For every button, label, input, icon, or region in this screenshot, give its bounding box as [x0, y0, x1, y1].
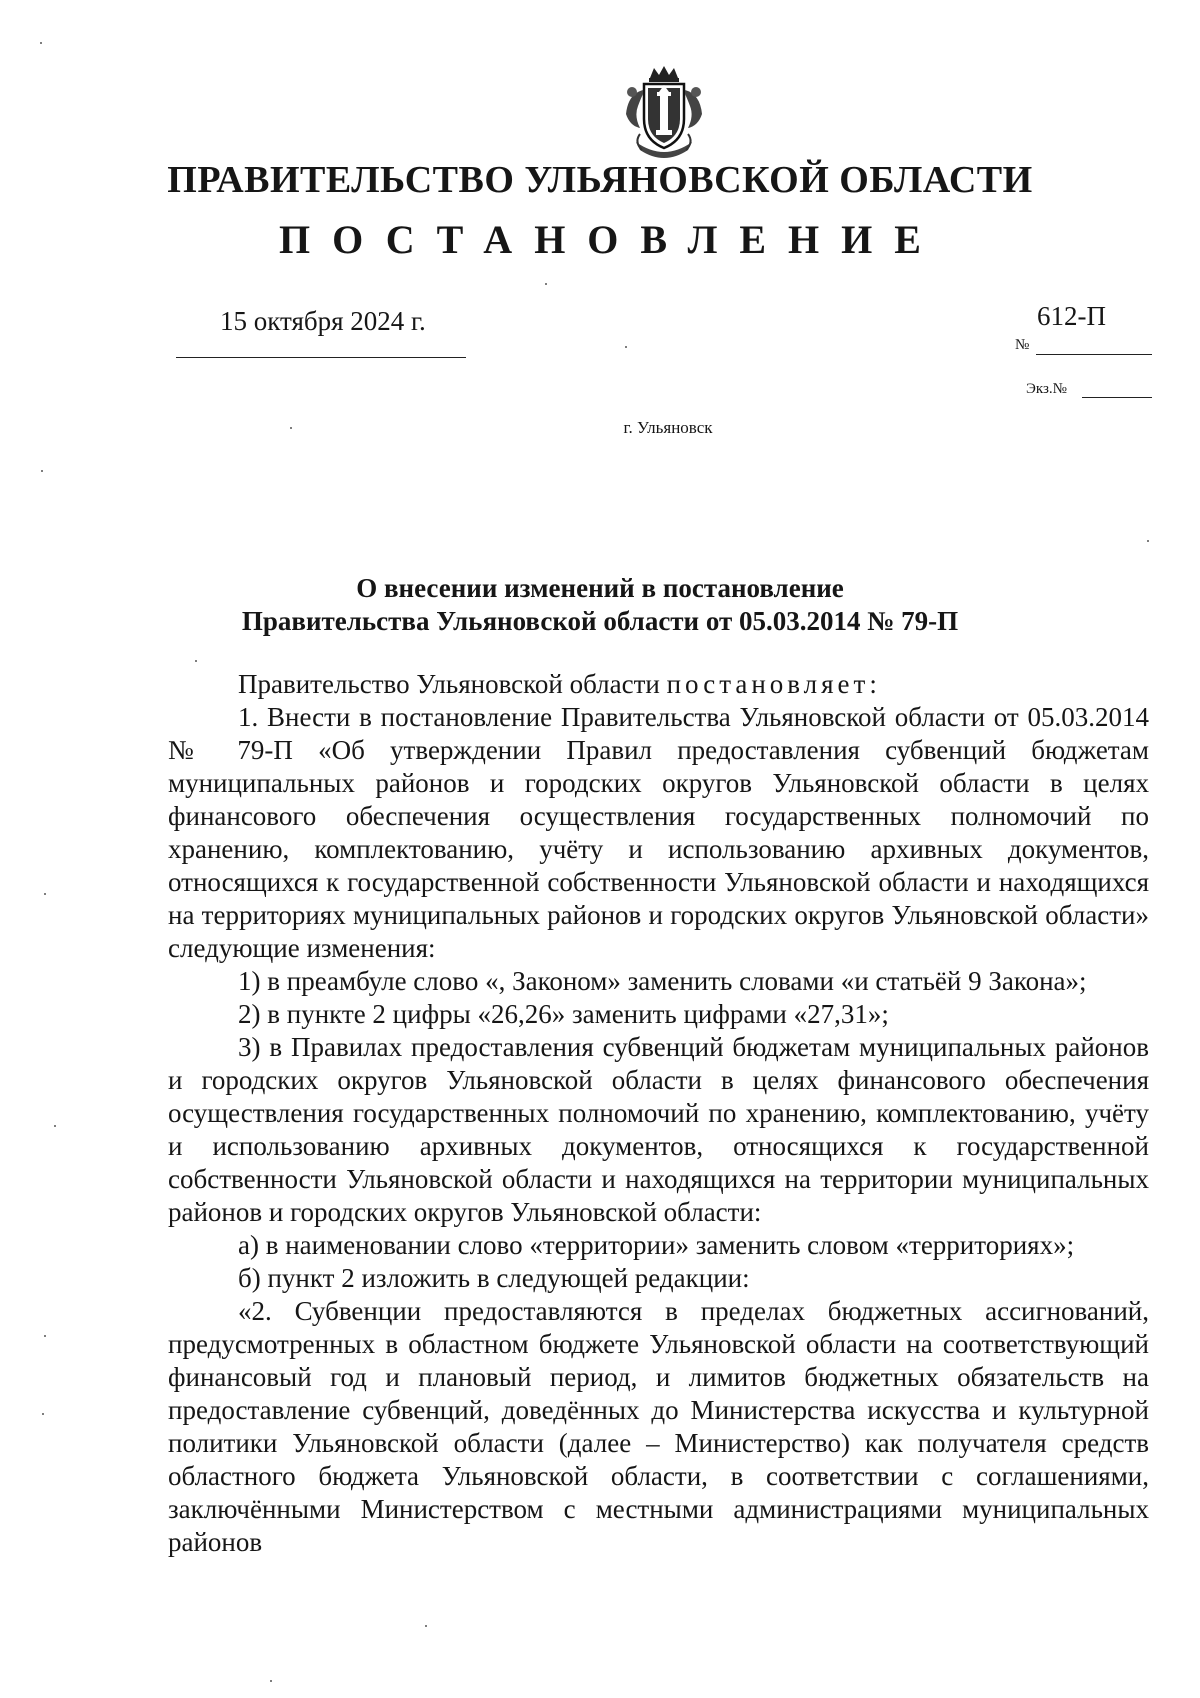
subject-line-1: О внесении изменений в постановление — [356, 573, 844, 603]
date-underline — [176, 357, 466, 358]
document-subject — [0, 572, 1200, 638]
number-label: № — [1015, 337, 1030, 353]
preamble-text: Правительство Ульяновской области — [238, 669, 667, 699]
preamble — [168, 668, 1149, 701]
document-body — [168, 668, 1149, 1559]
subitem-3: 3) в Правилах предоставления субвенций бюджетам муниципальных районов и городских округов Ульяновской области в целях финансового обеспечения осуществления государственных полномочий по хранению, комплектованию, учёту и использованию архивных документов, относящихся к государственной собственности Ульяновской области и находящихся на территории муниципальных районов и городских округов Ульяновской области: — [168, 1032, 1149, 1227]
subitem-3a: а) в наименовании слово «территории» заменить словом «территориях»; — [238, 1230, 1075, 1260]
subject-line-2: Правительства Ульяновской области от 05.03.2014 № 79-П — [241, 606, 959, 636]
subitem-2: 2) в пункте 2 цифры «26,26» заменить цифрами «27,31»; — [238, 999, 889, 1029]
document-date: 15 октября 2024 г. — [220, 306, 426, 336]
quoted-clause: «2. Субвенции предоставляются в пределах бюджетных ассигнований, предусмотренных в областном бюджете Ульяновской области на соответствующий финансовый год и плановый период, и лимитов бюджетных обязательств на предоставление субвенций, доведённых до Министерства искусства и культурной политики Ульяновской области (далее – Министерство) как получателя средств областного бюджета Ульяновской области, в соответствии с соглашениями, заключёнными Министерством с местными администрациями муниципальных районов — [168, 1296, 1149, 1557]
government-name: ПРАВИТЕЛЬСТВО УЛЬЯНОВСКОЙ ОБЛАСТИ — [167, 159, 1033, 201]
preamble-end: : — [869, 669, 877, 699]
copy-number-label: Экз.№ — [1026, 381, 1067, 397]
coat-of-arms-icon — [614, 64, 714, 164]
subitem-3b: б) пункт 2 изложить в следующей редакции: — [238, 1263, 750, 1293]
city: г. Ульяновск — [623, 418, 713, 437]
document-number: 612-П — [1037, 301, 1106, 331]
item-1: 1. Внести в постановление Правительства Ульяновской области от 05.03.2014 № 79-П «Об утверждении Правил предоставления субвенций бюджетам муниципальных районов и городских округов Ульяновской области в целях финансового обеспечения осуществления государственных полномочий по хранению, комплектованию, учёту и использованию архивных документов, относящихся к государственной собственности Ульяновской области и находящихся на территориях муниципальных районов и городских округов Ульяновской области» следующие изменения: — [168, 702, 1149, 963]
preamble-verb: постановляет — [666, 669, 870, 699]
document-type: ПОСТАНОВЛЕНИЕ — [279, 217, 943, 262]
copy-number-underline — [1082, 397, 1152, 398]
number-underline — [1036, 354, 1152, 355]
subitem-1: 1) в преамбуле слово «, Законом» заменить словами «и статьёй 9 Закона»; — [238, 966, 1087, 996]
